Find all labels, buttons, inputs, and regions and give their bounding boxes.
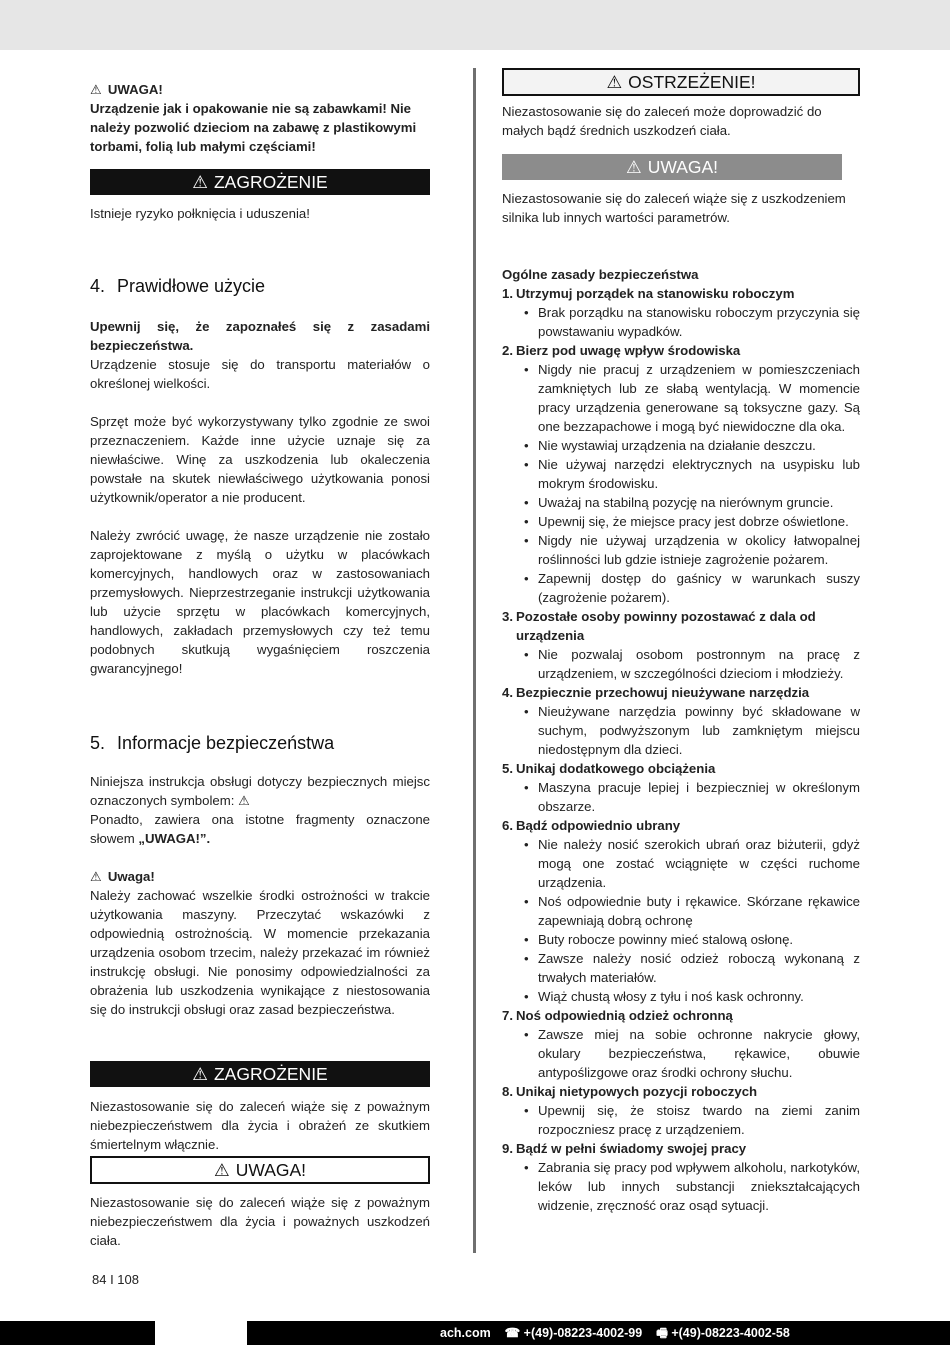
rule-number: 9. — [502, 1141, 513, 1156]
bullet-list — [502, 1101, 860, 1139]
bullet-item — [524, 512, 860, 531]
bullet-text: Zawsze miej na sobie ochronne nakrycie głowy, okulary bezpieczeństwa, rękawice, obuwie antypoślizgowe oraz środki ochrony słuchu. — [538, 1027, 860, 1080]
rule-number: 8. — [502, 1084, 513, 1099]
bullet-text: Brak porządku na stanowisku roboczym przyczynia się powstawaniu wypadków. — [538, 305, 860, 339]
rule-number: 7. — [502, 1008, 513, 1023]
uwaga-banner: ⚠ UWAGA! — [90, 1156, 430, 1184]
website-text: ach.com — [440, 1326, 491, 1340]
bullet-list — [502, 360, 860, 607]
zagrozenie-text: Istnieje ryzyko połknięcia i uduszenia! — [90, 206, 310, 221]
bullet-icon: • — [524, 704, 529, 719]
bullet-item — [524, 1101, 860, 1139]
bullet-text: Zabrania się pracy pod wpływem alkoholu, narkotyków, leków lub innych substancji zniekształcających widzenie, zręczność oraz osąd sytuacji. — [538, 1160, 860, 1213]
bullet-item — [524, 835, 860, 892]
bullet-list — [502, 645, 860, 683]
bullet-icon: • — [524, 894, 529, 909]
warning-icon: ⚠ — [606, 72, 623, 92]
rule-title: Bądź odpowiednio ubrany — [516, 818, 681, 833]
bullet-list — [502, 1025, 860, 1082]
footer-white-block — [155, 1321, 247, 1345]
ostrzezenie-text: Niezastosowanie się do zaleceń może doprowadzić do małych bądź średnich uszkodzeń ciała. — [502, 104, 822, 138]
section-4-paragraph: Urządzenie stosuje się do transportu materiałów o określonej wielkości. — [90, 357, 430, 391]
bullet-icon: • — [524, 1103, 529, 1118]
rule-item — [502, 1139, 860, 1215]
rule-item — [502, 341, 860, 607]
zagrozenie-banner: ⚠ ZAGROŻENIE — [90, 169, 430, 195]
phone-text: ☎ +(49)-08223-4002-99 — [504, 1326, 643, 1340]
bullet-text: Nigdy nie używaj urządzenia w okolicy łatwopalnej roślinności lub gdzie istnieje zagrożenie pożarem. — [538, 533, 860, 567]
warning-icon: ⚠ — [192, 172, 208, 192]
right-column — [502, 68, 860, 1215]
bullet-icon: • — [524, 932, 529, 947]
rule-heading — [502, 1006, 860, 1025]
header-band — [0, 0, 950, 50]
rule-number: 5. — [502, 761, 513, 776]
warning-icon: ⚠ — [238, 793, 250, 808]
rule-heading — [502, 1139, 860, 1158]
bullet-list — [502, 778, 860, 816]
bullet-icon: • — [524, 514, 529, 529]
uwaga-text: Niezastosowanie się do zaleceń wiąże się z uszkodzeniem silnika lub innych wartości parametrów. — [502, 191, 846, 225]
section-4-paragraph: Należy zwrócić uwagę, że nasze urządzenie nie zostało zaprojektowane z myślą o użytku w placówkach komercyjnych, handlowych oraz w zastosowaniach przemysłowych. Nieprzestrzeganie instrukcji użytkowania lub użycie sprzętu w placówkach komercyjnych, handlowych, zakładach przemysłowych czy też temu podobnych skutkują wygaśnięciem roszczenia gwarancyjnego! — [90, 528, 430, 676]
bullet-icon: • — [524, 533, 529, 548]
bullet-item — [524, 360, 860, 436]
bullet-text: Nigdy nie pracuj z urządzeniem w pomieszczeniach zamkniętych lub ze słabą wentylacją. W momencie pracy urządzenia generowane są toksyczne gazy. Są one bezzapachowe i mogą być niewidoczne dla oka. — [538, 362, 860, 434]
rule-number: 3. — [502, 609, 513, 624]
bullet-icon: • — [524, 647, 529, 662]
bullet-item — [524, 436, 860, 455]
bullet-item — [524, 892, 860, 930]
rule-heading — [502, 759, 860, 778]
left-column — [90, 80, 430, 1250]
bullet-text: Zapewnij dostęp do gaśnicy w warunkach suszy (zagrożenie pożarem). — [538, 571, 860, 605]
column-divider — [473, 68, 476, 1253]
bullet-text: Nie należy nosić szerokich ubrań oraz biżuterii, gdyż mogą one zostać wciągnięte w części ruchome urządzenia. — [538, 837, 860, 890]
bullet-icon: • — [524, 438, 529, 453]
bullet-text: Uważaj na stabilną pozycję na nierównym gruncie. — [538, 495, 834, 510]
rule-title: Bierz pod uwagę wpływ środowiska — [516, 343, 741, 358]
footer-bar — [0, 1321, 950, 1345]
warning-icon: ⚠ — [625, 157, 642, 177]
bullet-text: Noś odpowiednie buty i rękawice. Skórzane rękawice zapewniają dobrą ochronę — [538, 894, 860, 928]
zagrozenie-text: Niezastosowanie się do zaleceń wiąże się z poważnym niebezpieczeństwem dla życia i obrażeń ze skutkiem śmiertelnym włącznie. — [90, 1099, 430, 1152]
bullet-item — [524, 949, 860, 987]
rule-title: Utrzymuj porządek na stanowisku roboczym — [516, 286, 795, 301]
bullet-icon: • — [524, 457, 529, 472]
bullet-text: Nie wystawiaj urządzenia na działanie deszczu. — [538, 438, 816, 453]
bullet-text: Wiąż chustą włosy z tyłu i noś kask ochronny. — [538, 989, 804, 1004]
bullet-item — [524, 702, 860, 759]
general-rules-title: Ogólne zasady bezpieczeństwa — [502, 267, 699, 282]
bullet-icon: • — [524, 780, 529, 795]
bullet-text: Buty robocze powinny mieć stalową osłonę. — [538, 932, 794, 947]
bullet-icon: • — [524, 837, 529, 852]
bullet-text: Zawsze należy nosić odzież roboczą wykonaną z trwałych materiałów. — [538, 951, 860, 985]
warning-icon: ⚠ — [192, 1064, 208, 1084]
section-4-paragraph: Sprzęt może być wykorzystywany tylko zgodnie ze swoi przeznaczeniem. Każde inne użycie uznaje się za niewłaściwe. Winę za uszkodzenia lub okaleczenia powstałe na skutek niewłaściwego użytkowania ponosi użytkownik/operator a nie producent. — [90, 414, 430, 505]
rule-heading — [502, 341, 860, 360]
rule-item — [502, 683, 860, 759]
rule-heading — [502, 607, 860, 645]
rule-item — [502, 1082, 860, 1139]
uwaga-text: Należy zachować wszelkie środki ostrożności w trakcie użytkowania maszyny. Przeczytać wskazówki z odpowiednią ostrożnością. W momencie przekazania urządzenia osobom trzecim, należy przekazać im również instrukcję obsługi. Nie ponosimy odpowiedzialności za obrażenia lub uszkodzenia wynikające z niestosowania się do instrukcji obsługi oraz zasad bezpieczeństwa. — [90, 888, 430, 1017]
bullet-item — [524, 987, 860, 1006]
bullet-icon: • — [524, 1160, 529, 1175]
bullet-list — [502, 303, 860, 341]
bullet-item — [524, 455, 860, 493]
bullet-item — [524, 930, 860, 949]
rule-item — [502, 607, 860, 683]
rules-list — [502, 284, 860, 1215]
rule-number: 4. — [502, 685, 513, 700]
uwaga-heading: ⚠ Uwaga! — [90, 869, 155, 884]
bullet-text: Maszyna pracuje lepiej i bezpieczniej w określonym obszarze. — [538, 780, 860, 814]
bullet-item — [524, 303, 860, 341]
bullet-icon: • — [524, 989, 529, 1004]
section-5-paragraph: Ponadto, zawiera ona istotne fragmenty oznaczone słowem „UWAGA!”. — [90, 812, 430, 846]
uwaga-heading: ⚠ UWAGA! — [90, 82, 163, 97]
bullet-text: Upewnij się, że miejsce pracy jest dobrze oświetlone. — [538, 514, 849, 529]
rule-title: Bezpiecznie przechowuj nieużywane narzędzia — [516, 685, 810, 700]
rule-item — [502, 284, 860, 341]
rule-title: Pozostałe osoby powinny pozostawać z dala od urządzenia — [516, 609, 816, 643]
bullet-text: Nie pozwalaj osobom postronnym na pracę z urządzeniem, w szczególności dzieciom i młodzieży. — [538, 647, 860, 681]
rule-item — [502, 759, 860, 816]
rule-title: Unikaj nietypowych pozycji roboczych — [516, 1084, 758, 1099]
section-5-heading: 5. Informacje bezpieczeństwa — [90, 733, 335, 753]
rule-heading — [502, 816, 860, 835]
uwaga-banner: ⚠ UWAGA! — [502, 154, 842, 180]
bullet-item — [524, 778, 860, 816]
zagrozenie-banner: ⚠ ZAGROŻENIE — [90, 1061, 430, 1087]
bullet-item — [524, 1025, 860, 1082]
rule-number: 6. — [502, 818, 513, 833]
rule-heading — [502, 1082, 860, 1101]
warning-icon: ⚠ — [90, 82, 102, 97]
section-4-bold: Upewnij się, że zapoznałeś się z zasadami bezpieczeństwa. — [90, 319, 430, 353]
rule-heading — [502, 683, 860, 702]
bullet-icon: • — [524, 1027, 529, 1042]
fax-text: 🖷 +(49)-08223-4002-58 — [656, 1326, 790, 1340]
rule-title: Bądź w pełni świadomy swojej pracy — [516, 1141, 747, 1156]
rule-heading — [502, 284, 860, 303]
rule-number: 1. — [502, 286, 513, 301]
bullet-item — [524, 531, 860, 569]
bullet-icon: • — [524, 362, 529, 377]
bullet-item — [524, 1158, 860, 1215]
bullet-item — [524, 493, 860, 512]
rule-item — [502, 1006, 860, 1082]
section-4-heading: 4. Prawidłowe użycie — [90, 276, 266, 296]
bullet-item — [524, 569, 860, 607]
bullet-text: Nieużywane narzędzia powinny być składowane w suchym, podwyższonym lub zamkniętym miejscu niedostępnym dla dzieci. — [538, 704, 860, 757]
rule-number: 2. — [502, 343, 513, 358]
warning-icon: ⚠ — [90, 869, 102, 884]
bullet-text: Upewnij się, że stoisz twardo na ziemi zanim rozpoczniesz pracę z urządzeniem. — [538, 1103, 860, 1137]
bullet-list — [502, 1158, 860, 1215]
section-5-paragraph: Niniejsza instrukcja obsługi dotyczy bezpiecznych miejsc oznaczonych symbolem: ⚠ — [90, 774, 430, 808]
bullet-icon: • — [524, 495, 529, 510]
bullet-icon: • — [524, 951, 529, 966]
bullet-icon: • — [524, 571, 529, 586]
bullet-text: Nie używaj narzędzi elektrycznych na usypisku lub mokrym środowisku. — [538, 457, 860, 491]
bullet-item — [524, 645, 860, 683]
uwaga-text: Urządzenie jak i opakowanie nie są zabawkami! Nie należy pozwolić dzieciom na zabawę z plastikowymi torbami, folią lub małymi częściami! — [90, 101, 417, 154]
bullet-list — [502, 835, 860, 1006]
bullet-list — [502, 702, 860, 759]
ostrzezenie-banner: ⚠ OSTRZEŻENIE! — [502, 68, 860, 96]
rule-item — [502, 816, 860, 1006]
rule-title: Unikaj dodatkowego obciążenia — [516, 761, 716, 776]
footer-contact — [440, 1321, 790, 1345]
warning-icon: ⚠ — [213, 1160, 230, 1180]
bullet-icon: • — [524, 305, 529, 320]
rule-title: Noś odpowiednią odzież ochronną — [516, 1008, 733, 1023]
uwaga-text: Niezastosowanie się do zaleceń wiąże się z poważnym niebezpieczeństwem dla życia i poważnych uszkodzeń ciała. — [90, 1195, 430, 1248]
page-number: 84 I 108 — [92, 1272, 139, 1287]
